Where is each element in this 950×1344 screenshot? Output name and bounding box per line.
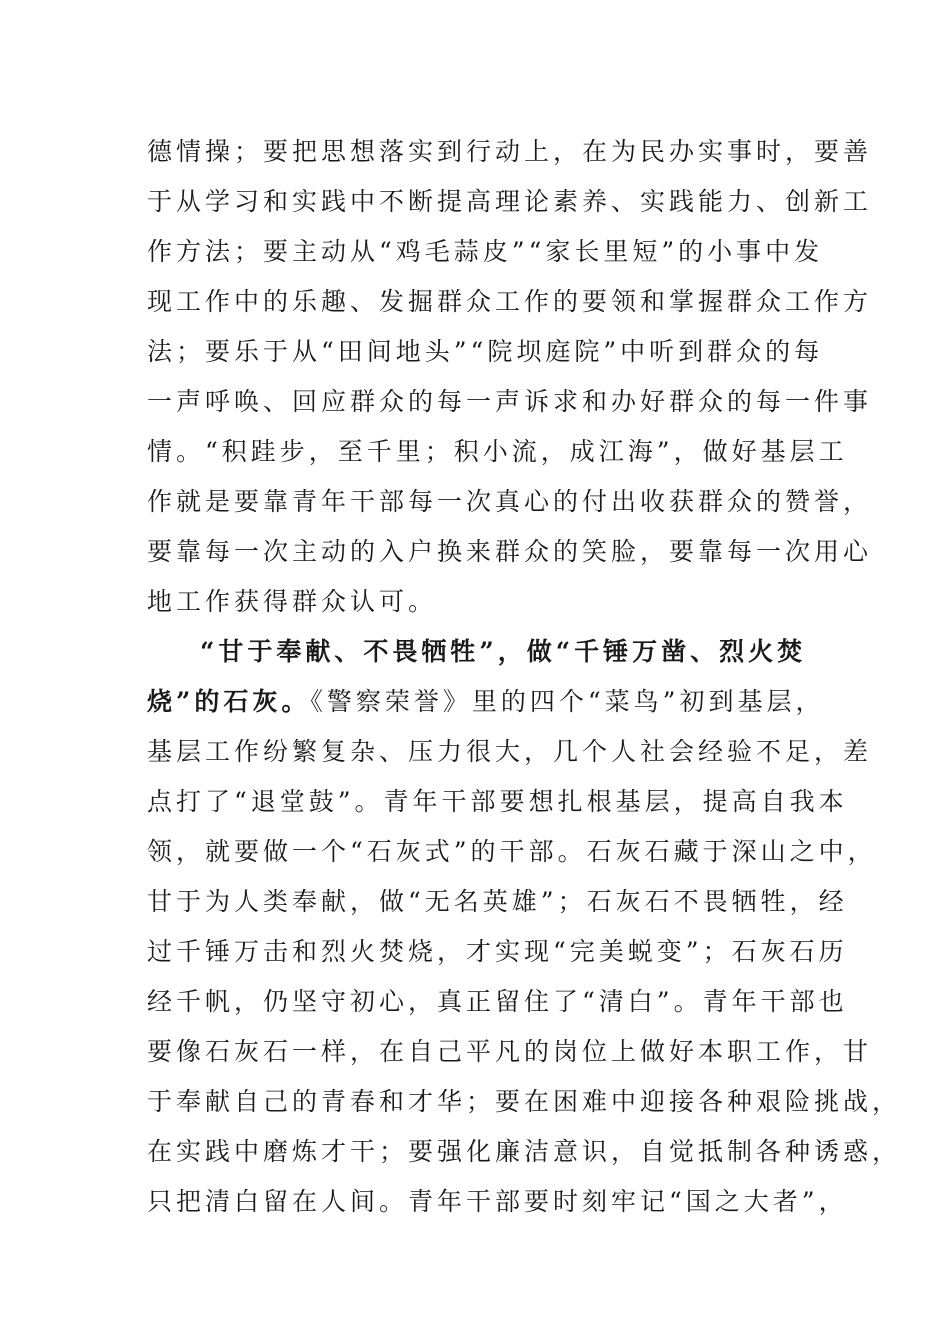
text-line: 地工作获得群众认可。 <box>147 587 438 616</box>
text-line: 在实践中磨炼才干；要强化廉洁意识，自觉抵制各种诱惑， <box>147 1137 902 1166</box>
section-heading: “甘于奉献、不畏牺牲”，做“千锤万凿、烈火焚 <box>200 637 807 666</box>
text-line: 基层工作纷繁复杂、压力很大，几个人社会经验不足，差 <box>147 737 873 766</box>
text-line-with-heading <box>147 677 825 727</box>
text-line: 情。“积跬步，至千里；积小流，成江海”，做好基层工 <box>147 437 848 466</box>
text-line: 作就是要靠青年干部每一次真心的付出收获群众的赞誉， <box>147 487 873 516</box>
text-line: 甘于为人类奉献，做“无名英雄”；石灰石不畏牺牲，经 <box>147 887 848 916</box>
text-line: 领，就要做一个“石灰式”的干部。石灰石藏于深山之中， <box>147 837 877 866</box>
section-heading-end: 烧”的石灰。 <box>147 687 311 716</box>
text-line: 点打了“退堂鼓”。青年干部要想扎根基层，提高自我本 <box>147 787 848 816</box>
text-line: 作方法；要主动从“鸡毛蒜皮”“家长里短”的小事中发 <box>147 237 824 266</box>
text-line: 一声呼唤、回应群众的每一声诉求和办好群众的每一件事 <box>147 387 873 416</box>
text-run: 《警察荣誉》里的四个“菜鸟”初到基层， <box>310 687 825 716</box>
text-line: 现工作中的乐趣、发掘群众工作的要领和掌握群众工作方 <box>147 287 873 316</box>
text-line: 于奉献自己的青春和才华；要在困难中迎接各种艰险挑战， <box>147 1087 902 1116</box>
text-line: 法；要乐于从“田间地头”“院坝庭院”中听到群众的每 <box>147 337 824 366</box>
text-line: 德情操；要把思想落实到行动上，在为民办实事时，要善 <box>147 137 873 166</box>
text-line: 经千帆，仍坚守初心，真正留住了“清白”。青年干部也 <box>147 987 848 1016</box>
text-line: 于从学习和实践中不断提高理论素养、实践能力、创新工 <box>147 187 873 216</box>
text-line: 只把清白留在人间。青年干部要时刻牢记“国之大者”， <box>147 1187 848 1216</box>
text-line: 要靠每一次主动的入户换来群众的笑脸，要靠每一次用心 <box>147 537 873 566</box>
text-line: 要像石灰石一样，在自己平凡的岗位上做好本职工作，甘 <box>147 1037 873 1066</box>
text-line: 过千锤万击和烈火焚烧，才实现“完美蜕变”；石灰石历 <box>147 937 848 966</box>
